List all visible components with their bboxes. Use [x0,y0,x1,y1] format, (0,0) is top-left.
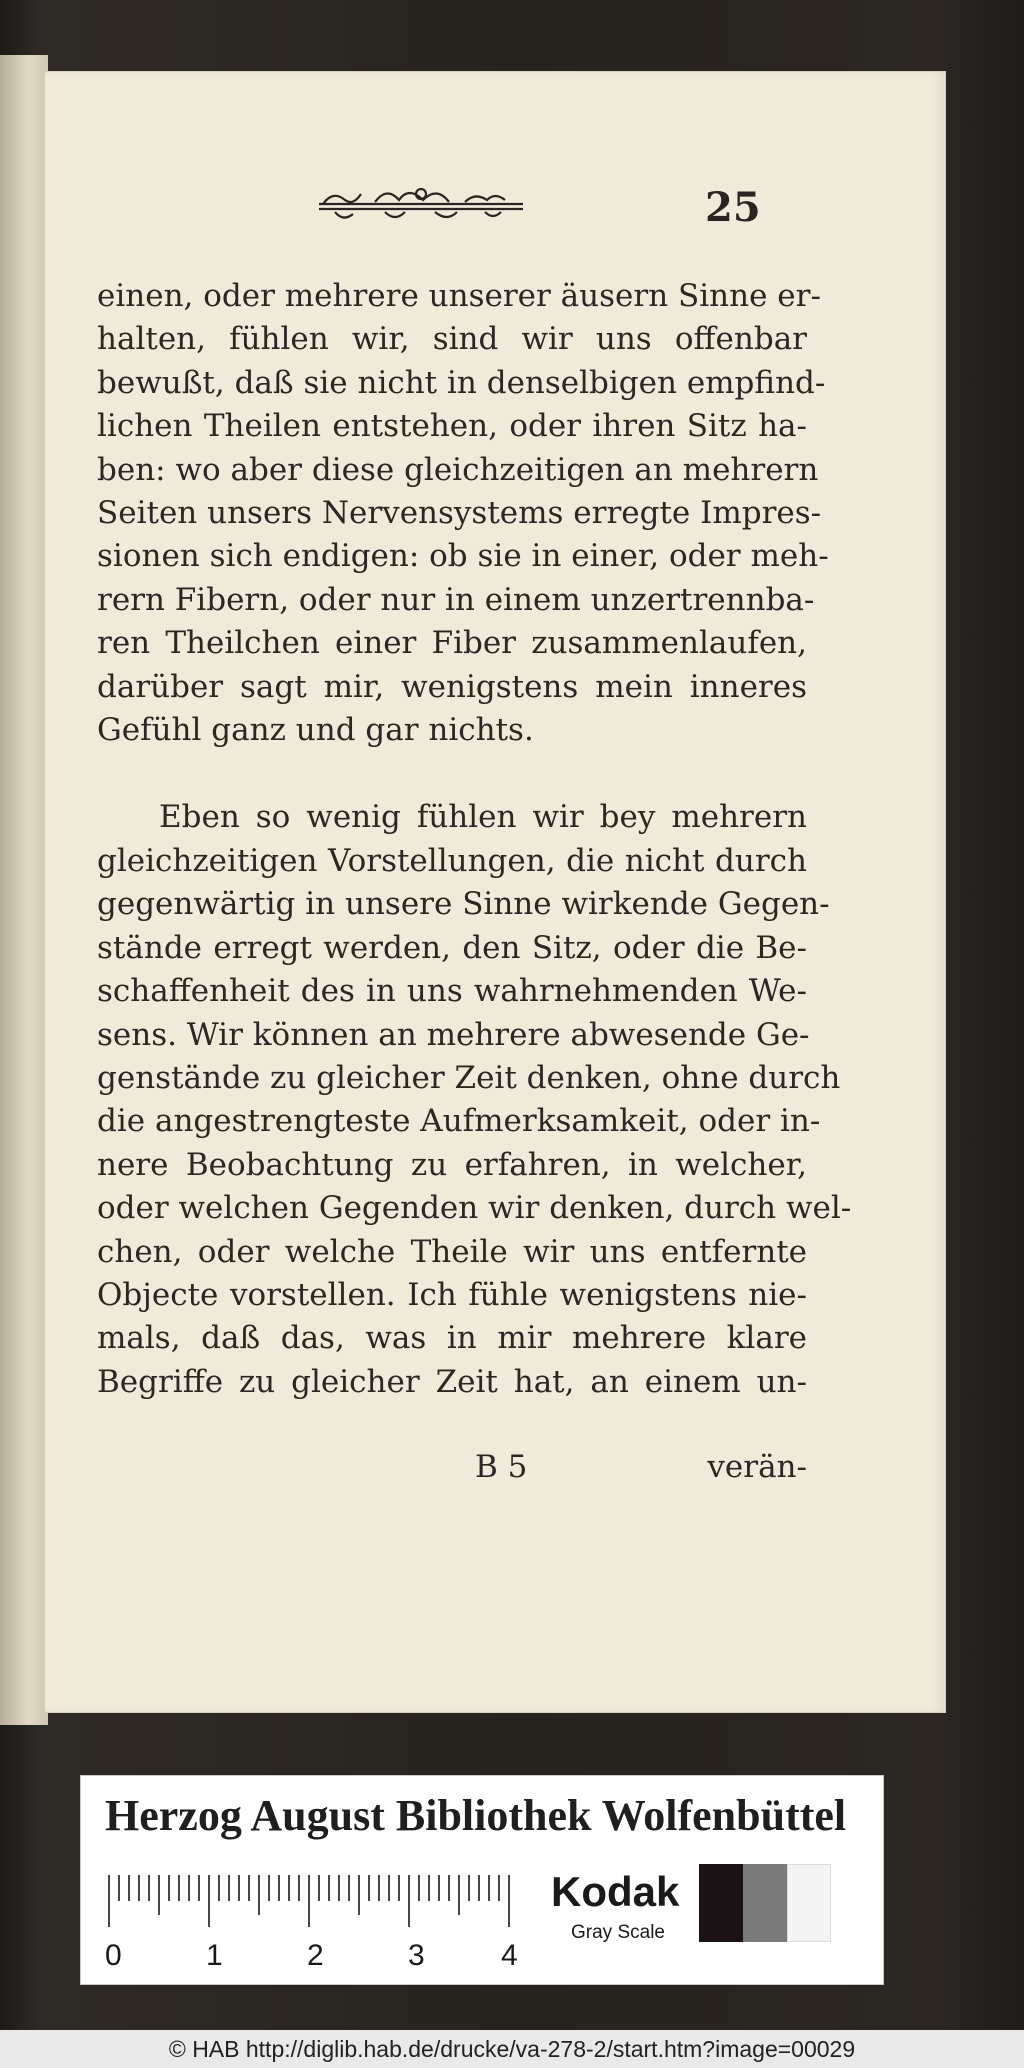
text-line: lichen Theilen entstehen, oder ihren Sitz ha- [97,408,807,445]
text-line: genstände zu gleicher Zeit denken, ohne durch [97,1059,841,1096]
text-line: gegenwärtig in unsere Sinne wirkende Gegen- [97,886,830,923]
signature-mark: B 5 [475,1449,528,1485]
text-line: stände erregt werden, den Sitz, oder die Be- [97,929,807,966]
book-page [45,72,945,1712]
text-line: sens. Wir können an mehrere abwesende Ge- [97,1016,810,1053]
kodak-logo [551,1868,691,1948]
text-line: Seiten unsers Nervensystems erregte Impres- [97,495,822,532]
gray-scale-label: Gray Scale [571,1922,665,1943]
copyright-link[interactable]: © HAB http://diglib.hab.de/drucke/va-278-2/start.htm?image=00029 [168,2036,856,2062]
header-ornament [315,182,527,228]
page-body-text [97,275,852,1404]
text-line: mals, daß das, was in mir mehrere klare [97,1320,807,1357]
ruler-label: 0 [105,1939,122,1971]
text-line: halten, fühlen wir, sind wir uns offenbar [97,321,807,358]
page-number: 25 [705,184,761,231]
ruler-scale [105,1871,605,1971]
catchword: verän- [707,1449,807,1485]
text-line: darüber sagt mir, wenigstens mein inneres [97,668,807,705]
swatch-gray [743,1864,787,1942]
text-line: sionen sich endigen: ob sie in einer, oder meh- [97,538,829,575]
paragraph-2 [97,796,852,1404]
text-line: gleichzeitigen Vorstellungen, die nicht durch [97,842,807,879]
footer-bar [0,2030,1024,2068]
text-line: chen, oder welche Theile wir uns entfernte [97,1233,807,1270]
text-line: schaffenheit des in uns wahrnehmenden We- [97,973,807,1010]
swatch-black [699,1864,743,1942]
text-line: die angestrengteste Aufmerksamkeit, oder in- [97,1103,821,1140]
library-name: Herzog August Bibliothek Wolfenbüttel [105,1791,847,1840]
swatch-white [787,1864,831,1942]
facing-page-edge [0,55,48,1725]
ruler-label: 2 [307,1939,324,1971]
kodak-wordmark: Kodak [551,1868,680,1915]
text-line: einen, oder mehrere unserer äusern Sinne er- [97,278,821,314]
text-line: oder welchen Gegenden wir denken, durch wel- [97,1190,852,1227]
paragraph-1 [97,275,829,752]
library-color-card [80,1775,884,1985]
text-line: Begriffe zu gleicher Zeit hat, an einem un- [97,1363,807,1400]
text-line: rern Fibern, oder nur in einem unzertrennba- [97,581,815,618]
ruler-label: 1 [206,1939,223,1971]
ruler-label: 3 [408,1939,425,1971]
text-line: Eben so wenig fühlen wir bey mehrern [159,799,807,836]
text-line: bewußt, daß sie nicht in denselbigen empfind- [97,364,826,401]
text-line: nere Beobachtung zu erfahren, in welcher, [97,1146,807,1183]
ruler-label: 4 [501,1939,518,1971]
text-line: ben: wo aber diese gleichzeitigen an mehrern [97,451,819,488]
text-line: ren Theilchen einer Fiber zusammenlaufen, [97,625,807,662]
text-line: Objecte vorstellen. Ich fühle wenigstens nie- [97,1276,807,1313]
text-line: Gefühl ganz und gar nichts. [97,712,534,749]
